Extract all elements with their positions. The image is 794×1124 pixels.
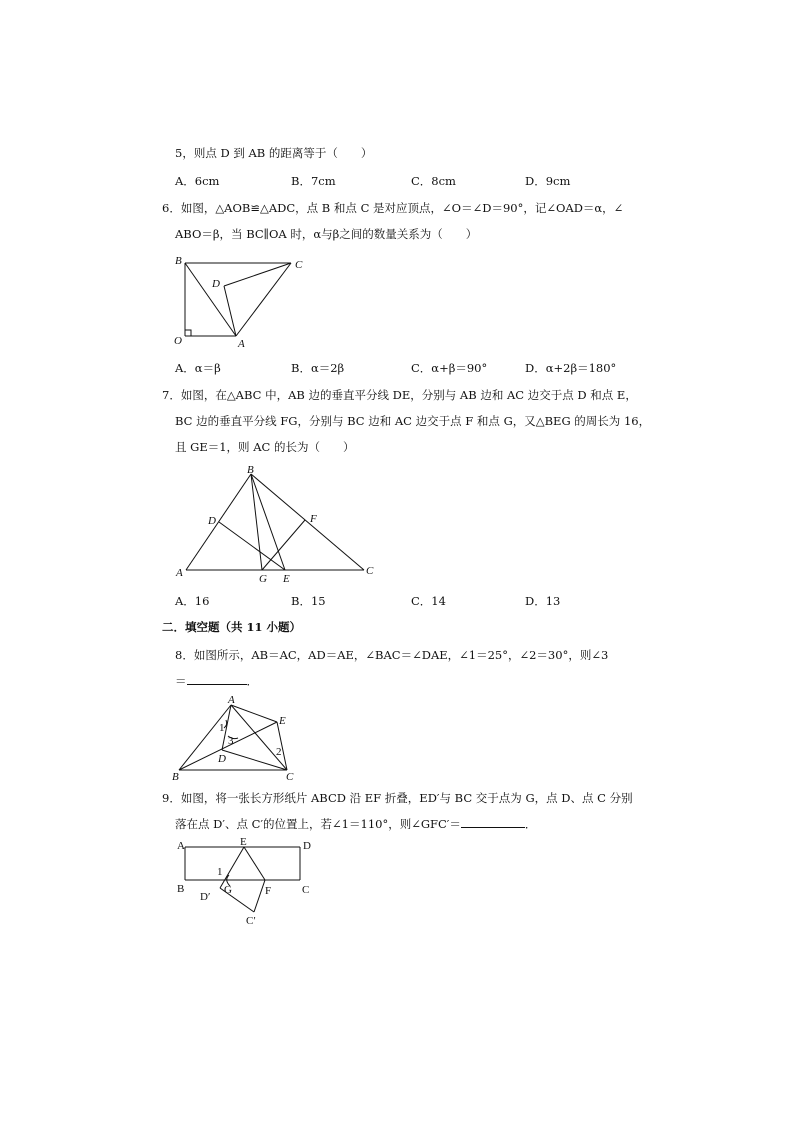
q6-option-d: D．α+2β＝180° bbox=[525, 361, 617, 375]
q6-option-b: B．α＝2β bbox=[291, 361, 345, 375]
q9-label-d: D bbox=[303, 840, 311, 852]
q6-label-o: O bbox=[174, 335, 182, 347]
q5-option-c: C．8cm bbox=[411, 174, 456, 188]
q6-option-c: C．α+β＝90° bbox=[411, 361, 488, 375]
q8-label-d: D bbox=[218, 753, 226, 765]
q7-label-e: E bbox=[283, 573, 290, 585]
q7-label-b: B bbox=[247, 464, 254, 476]
section-title: 二．填空题（共 11 小题） bbox=[162, 620, 302, 634]
q9-label-c: C bbox=[302, 884, 310, 896]
q9-label-b: B bbox=[177, 883, 185, 895]
q7-label-c: C bbox=[366, 565, 374, 577]
q9-line2-suffix: ． bbox=[524, 817, 537, 831]
q9-stem-line1: 9．如图，将一张长方形纸片 ABCD 沿 EF 折叠，ED′与 BC 交于点为 G，点 D、点 C 分别 bbox=[162, 791, 633, 805]
q7-option-d: D．13 bbox=[525, 594, 561, 608]
q7-label-f: F bbox=[310, 513, 317, 525]
q9-line2-prefix: 落在点 D′、点 C′的位置上，若∠1＝110°，则∠GFC′＝ bbox=[175, 817, 461, 831]
q9-label-e: E bbox=[240, 836, 247, 848]
q9-label-g: G bbox=[224, 884, 232, 896]
q8-angle-1: 1 bbox=[219, 722, 225, 734]
q7-stem-line3: 且 GE＝1，则 AC 的长为（ ） bbox=[175, 440, 355, 454]
q8-line2-prefix: ＝ bbox=[175, 674, 187, 688]
q6-label-d: D bbox=[212, 278, 220, 290]
q7-label-g: G bbox=[259, 573, 267, 585]
q8-angle-3: 3 bbox=[228, 735, 234, 747]
q7-stem-line1: 7．如图，在△ABC 中，AB 边的垂直平分线 DE，分别与 AB 边和 AC 边交于点 D 和点 E， bbox=[162, 388, 637, 402]
q8-line2-suffix: ． bbox=[246, 674, 258, 688]
q9-label-d-prime: D′ bbox=[200, 891, 211, 903]
q7-label-d: D bbox=[208, 515, 216, 527]
q6-label-a: A bbox=[238, 338, 245, 350]
q5-option-b: B．7cm bbox=[291, 174, 336, 188]
q5-option-a: A．6cm bbox=[175, 174, 220, 188]
q8-label-b: B bbox=[172, 771, 179, 783]
q6-label-b: B bbox=[175, 255, 182, 267]
q8-label-a: A bbox=[228, 694, 235, 706]
q6-stem-line2: ABO＝β，当 BC∥OA 时，α与β之间的数量关系为（ ） bbox=[175, 227, 478, 241]
q6-option-a: A．α＝β bbox=[175, 361, 221, 375]
q7-option-c: C．14 bbox=[411, 594, 446, 608]
q8-label-c: C bbox=[286, 771, 294, 783]
q5-stem: 5，则点 D 到 AB 的距离等于（ ） bbox=[175, 146, 373, 160]
q9-label-a: A bbox=[177, 840, 185, 852]
q7-label-a: A bbox=[176, 567, 183, 579]
q9-label-f: F bbox=[265, 885, 272, 897]
q5-option-d: D．9cm bbox=[525, 174, 571, 188]
q6-label-c: C bbox=[295, 259, 303, 271]
q9-angle-1: 1 bbox=[217, 866, 223, 878]
q7-option-b: B．15 bbox=[291, 594, 326, 608]
q6-stem-line1: 6．如图，△AOB≌△ADC，点 B 和点 C 是对应顶点，∠O＝∠D＝90°，记∠OAD＝α，∠ bbox=[162, 201, 624, 215]
q8-stem-line1: 8．如图所示，AB＝AC，AD＝AE，∠BAC＝∠DAE，∠1＝25°，∠2＝30°，则∠3 bbox=[175, 648, 609, 662]
q7-option-a: A．16 bbox=[175, 594, 210, 608]
q8-label-e: E bbox=[279, 715, 286, 727]
q9-label-c-prime: C′ bbox=[246, 915, 256, 927]
q8-angle-2: 2 bbox=[276, 746, 282, 758]
q7-stem-line2: BC 边的垂直平分线 FG，分别与 BC 边和 AC 边交于点 F 和点 G，又△BEG 的周长为 16， bbox=[175, 414, 651, 428]
